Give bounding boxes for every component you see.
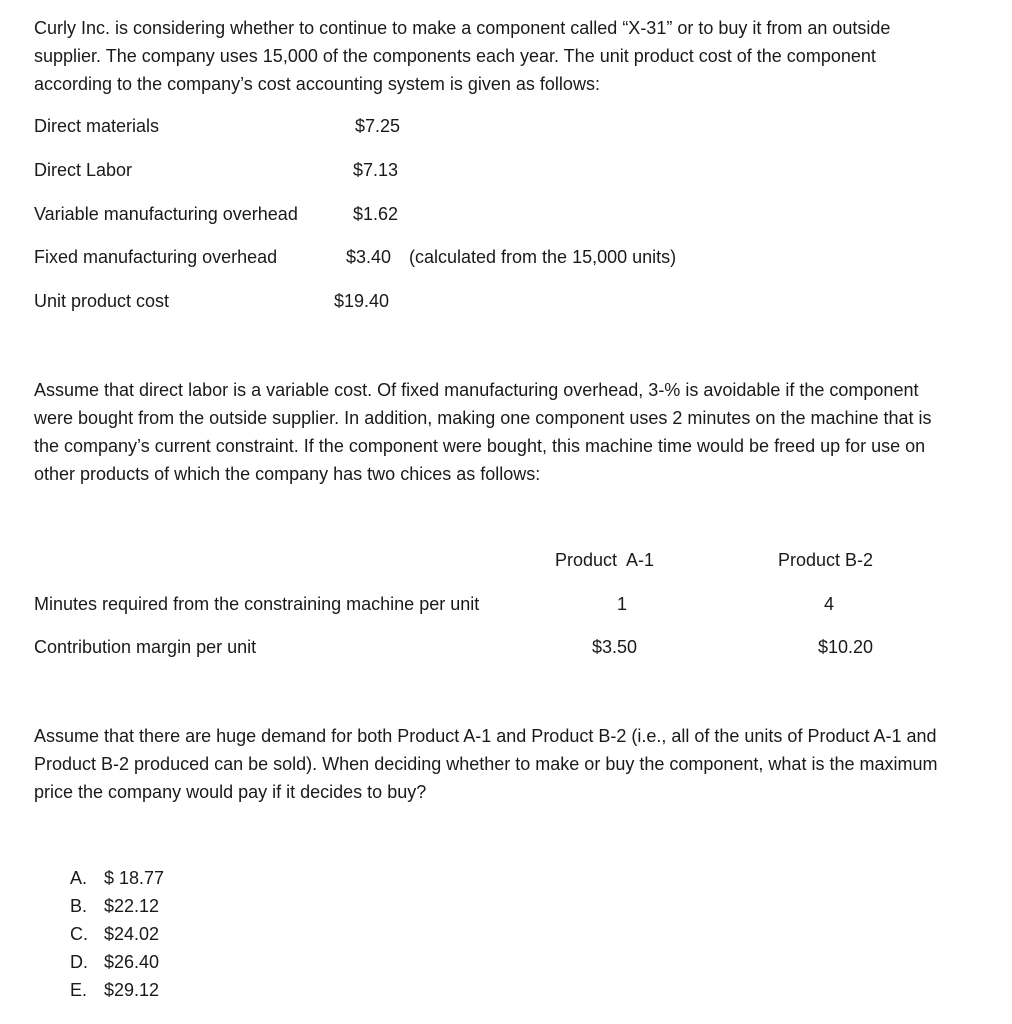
- choice-letter: C.: [70, 924, 88, 944]
- assumption-paragraph: Assume that direct labor is a variable cost. Of fixed manufacturing overhead, 3-% is avoidable if the component were bought from the outside supplier. In addition, making one component uses 2 minutes on the machine that is the company’s current constraint. If the component were bought, this machine time would be freed up for use on other products of which the company has two chices as follows:: [34, 380, 932, 484]
- cost-value: $7.25: [355, 116, 401, 136]
- cost-value: $1.62: [353, 204, 399, 224]
- choice-text: $29.12: [104, 980, 160, 1000]
- cost-label: Direct materials: [34, 116, 160, 136]
- question-paragraph: Assume that there are huge demand for both Product A-1 and Product B-2 (i.e., all of the units of Product A-1 and Product B-2 produced can be sold). When deciding whether to make or buy the component, what is the maximum price the company would pay if it decides to buy?: [34, 726, 938, 802]
- choice-text: $ 18.77: [104, 868, 165, 888]
- product-row-label: Contribution margin per unit: [34, 637, 257, 657]
- choice-letter: D.: [70, 952, 88, 972]
- product-b2-header: Product B-2: [778, 550, 874, 570]
- choice-letter: E.: [70, 980, 88, 1000]
- choice-e[interactable]: [70, 976, 164, 1004]
- cost-value: $19.40: [334, 291, 390, 311]
- product-a1-value: $3.50: [592, 637, 638, 657]
- product-row-label: Minutes required from the constraining machine per unit: [34, 594, 480, 614]
- product-b2-value: $10.20: [818, 637, 874, 657]
- choice-c[interactable]: [70, 920, 164, 948]
- cost-label: Variable manufacturing overhead: [34, 204, 298, 224]
- intro-paragraph: Curly Inc. is considering whether to continue to make a component called “X-31” or to buy it from an outside supplier. The company uses 15,000 of the components each year. The unit product cost of the component according to the company’s cost accounting system is given as follows:: [34, 18, 891, 94]
- product-a1-value: 1: [617, 594, 628, 614]
- choice-text: $22.12: [104, 896, 160, 916]
- cost-label: Unit product cost: [34, 291, 170, 311]
- cost-value: $7.13: [353, 160, 399, 180]
- cost-note: (calculated from the 15,000 units): [409, 247, 677, 267]
- cost-value: $3.40: [346, 247, 392, 267]
- choice-letter: A.: [70, 868, 88, 888]
- answer-choices: [70, 864, 164, 1004]
- choice-b[interactable]: [70, 892, 164, 920]
- choice-text: $26.40: [104, 952, 160, 972]
- product-b2-value: 4: [824, 594, 835, 614]
- product-a1-header: Product A-1: [555, 550, 655, 570]
- choice-text: $24.02: [104, 924, 160, 944]
- cost-label: Fixed manufacturing overhead: [34, 247, 278, 267]
- cost-label: Direct Labor: [34, 160, 133, 180]
- choice-a[interactable]: [70, 864, 164, 892]
- choice-d[interactable]: [70, 948, 164, 976]
- choice-letter: B.: [70, 896, 88, 916]
